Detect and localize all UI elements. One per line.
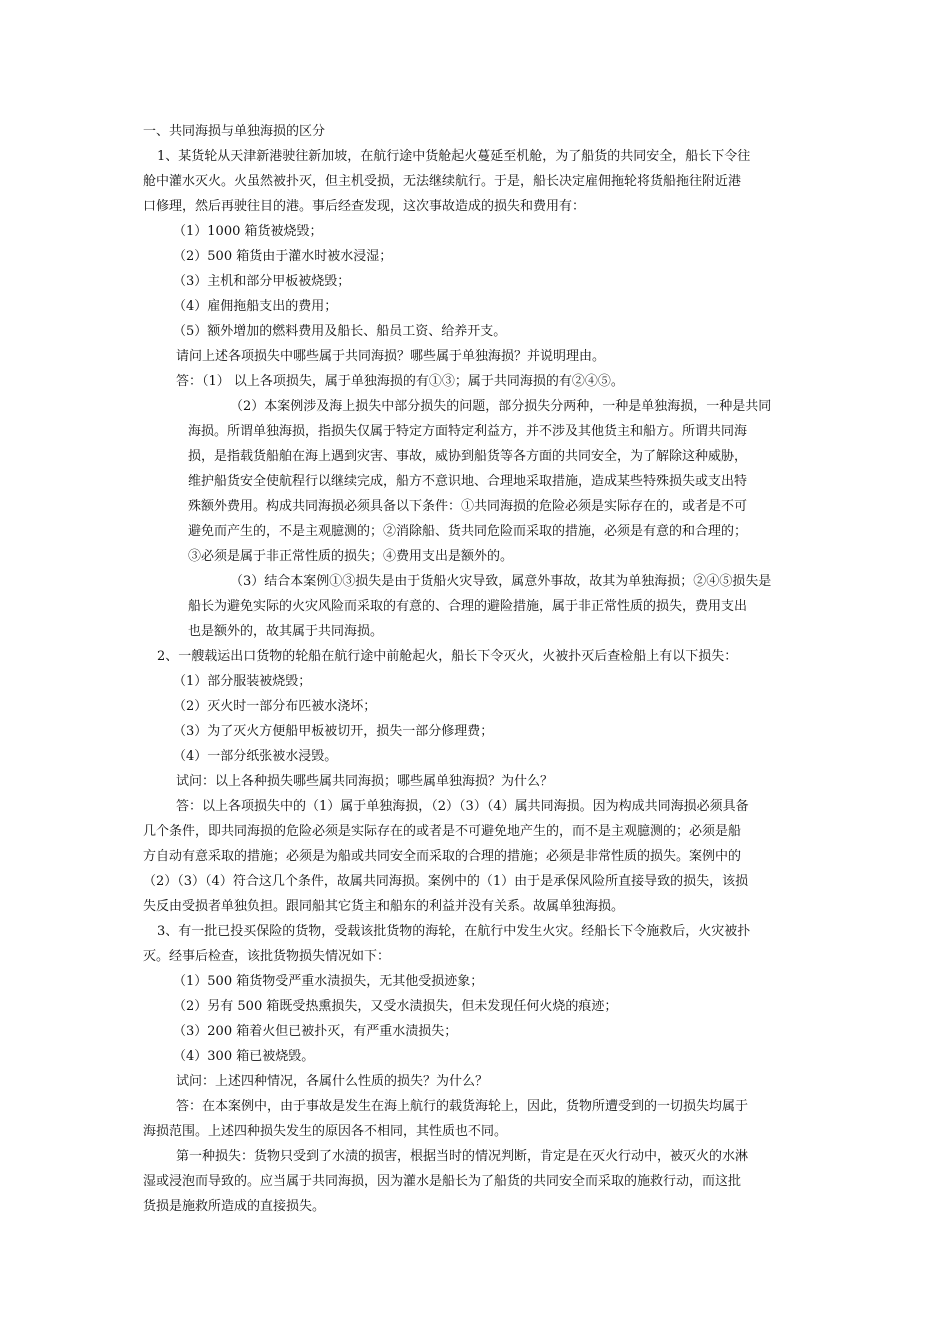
case3-intro-line: 3、有一批已投买保险的货物，受载该批货物的海轮，在航行中发生火灾。经船长下令施救后，火灾被扑: [157, 924, 751, 939]
case1-answer-2-line: （2）本案例涉及海上损失中部分损失的问题，部分损失分两种，一种是单独海损，一种是共同: [230, 399, 772, 414]
case1-item: （2）500 箱货由于灌水时被水浸湿；: [173, 249, 393, 264]
case1-item: （4）雇佣拖船支出的费用；: [173, 299, 338, 314]
case2-item: （1）部分服装被烧毁；: [173, 674, 312, 689]
case2-question: 试问：以上各种损失哪些属共同海损；哪些属单独海损？为什么？: [176, 774, 554, 789]
case1-answer-2-line: ③必须是属于非正常性质的损失；④费用支出是额外的。: [188, 549, 514, 564]
case1-answer-1: 答：（1） 以上各项损失，属于单独海损的有①③；属于共同海损的有②④⑤。: [176, 374, 624, 389]
case1-intro-line: 舱中灌水灭火。火虽然被扑灭，但主机受损，无法继续航行。于是，船长决定雇佣拖轮将货船拖往附近港: [143, 174, 742, 189]
case2-item: （2）灭火时一部分布匹被水浇坏；: [173, 699, 377, 714]
case3-item: （3）200 箱着火但已被扑灭，有严重水渍损失；: [173, 1024, 458, 1039]
case1-answer-2-line: 维护船货安全使航程行以继续完成，船方不意识地、合理地采取措施，造成某些特殊损失或支出特: [188, 474, 748, 489]
case2-answer-line: （2）（3）（4）符合这几个条件，故属共同海损。案例中的（1）由于是承保风险所直接导致的损失，该损: [143, 874, 749, 889]
case2-intro: 2、一艘载运出口货物的轮船在航行途中前舱起火，船长下令灭火，火被扑灭后查检船上有以下损失：: [157, 649, 738, 664]
case2-item: （4）一部分纸张被水浸毁。: [173, 749, 338, 764]
case3-answer-line: 答：在本案例中，由于事故是发生在海上航行的载货海轮上，因此，货物所遭受到的一切损失均属于: [176, 1099, 749, 1114]
case3-first-loss-line: 湿或浸泡而导致的。应当属于共同海损，因为灌水是船长为了船货的共同安全而采取的施救行动，而这批: [143, 1174, 742, 1189]
case2-item: （3）为了灭火方便船甲板被切开，损失一部分修理费；: [173, 724, 494, 739]
case1-item: （1）1000 箱货被烧毁；: [173, 224, 323, 239]
case1-answer-3-line: 也是额外的，故其属于共同海损。: [188, 624, 384, 639]
section-title: 一、共同海损与单独海损的区分: [143, 124, 326, 139]
case3-question: 试问：上述四种情况，各属什么性质的损失？为什么？: [176, 1074, 489, 1089]
case1-answer-2-line: 海损。所谓单独海损，指损失仅属于特定方面特定利益方，并不涉及其他货主和船方。所谓共同海: [188, 424, 748, 439]
case3-item: （2）另有 500 箱既受热熏损失，又受水渍损失，但未发现任何火烧的痕迹；: [173, 999, 618, 1014]
case2-answer-line: 失反由受损者单独负担。跟同船其它货主和船东的利益并没有关系。故属单独海损。: [143, 899, 625, 914]
case1-item: （3）主机和部分甲板被烧毁；: [173, 274, 351, 289]
case3-first-loss-line: 第一种损失：货物只受到了水渍的损害，根据当时的情况判断，肯定是在灭火行动中，被灭火的水淋: [176, 1149, 749, 1164]
case1-answer-2-line: 避免而产生的，不是主观臆测的；②消除船、货共同危险而采取的措施，必须是有意的和合理的；: [188, 524, 748, 539]
case3-item: （4）300 箱已被烧毁。: [173, 1049, 315, 1064]
case3-item: （1）500 箱货物受严重水渍损失，无其他受损迹象；: [173, 974, 484, 989]
case2-answer-line: 方自动有意采取的措施；必须是为船或共同安全而采取的合理的措施；必须是非常性质的损失。案例中的: [143, 849, 742, 864]
case1-answer-2-line: 损，是指载货船舶在海上遇到灾害、事故，威协到船货等各方面的共同安全，为了解除这种威胁，: [188, 449, 748, 464]
case1-item: （5）额外增加的燃料费用及船长、船员工资、给养开支。: [173, 324, 507, 339]
case2-answer-line: 几个条件，即共同海损的危险必须是实际存在的或者是不可避免地产生的，而不是主观臆测的；必须是船: [143, 824, 742, 839]
case1-answer-3-line: 船长为避免实际的火灾风险而采取的有意的、合理的避险措施，属于非正常性质的损失，费用支出: [188, 599, 748, 614]
case3-answer-line: 海损范围。上述四种损失发生的原因各不相同，其性质也不同。: [143, 1124, 508, 1139]
case3-intro-line: 灭。经事后检查，该批货物损失情况如下：: [143, 949, 391, 964]
case2-answer-line: 答：以上各项损失中的（1）属于单独海损，（2）（3）（4）属共同海损。因为构成共同海损必须具备: [176, 799, 749, 814]
case1-answer-2-line: 殊额外费用。构成共同海损必须具备以下条件：①共同海损的危险必须是实际存在的，或者是不可: [188, 499, 748, 514]
case1-intro-line: 口修理，然后再驶往目的港。事后经查发现，这次事故造成的损失和费用有：: [143, 199, 586, 214]
case1-question: 请问上述各项损失中哪些属于共同海损？哪些属于单独海损？并说明理由。: [176, 349, 606, 364]
case1-intro-line: 1、某货轮从天津新港驶往新加坡，在航行途中货舱起火蔓延至机舱，为了船货的共同安全，船长下令往: [157, 149, 751, 164]
case3-first-loss-line: 货损是施救所造成的直接损失。: [143, 1199, 326, 1214]
case1-answer-3-line: （3）结合本案例①③损失是由于货船火灾导致，属意外事故，故其为单独海损；②④⑤损失是: [230, 574, 772, 589]
